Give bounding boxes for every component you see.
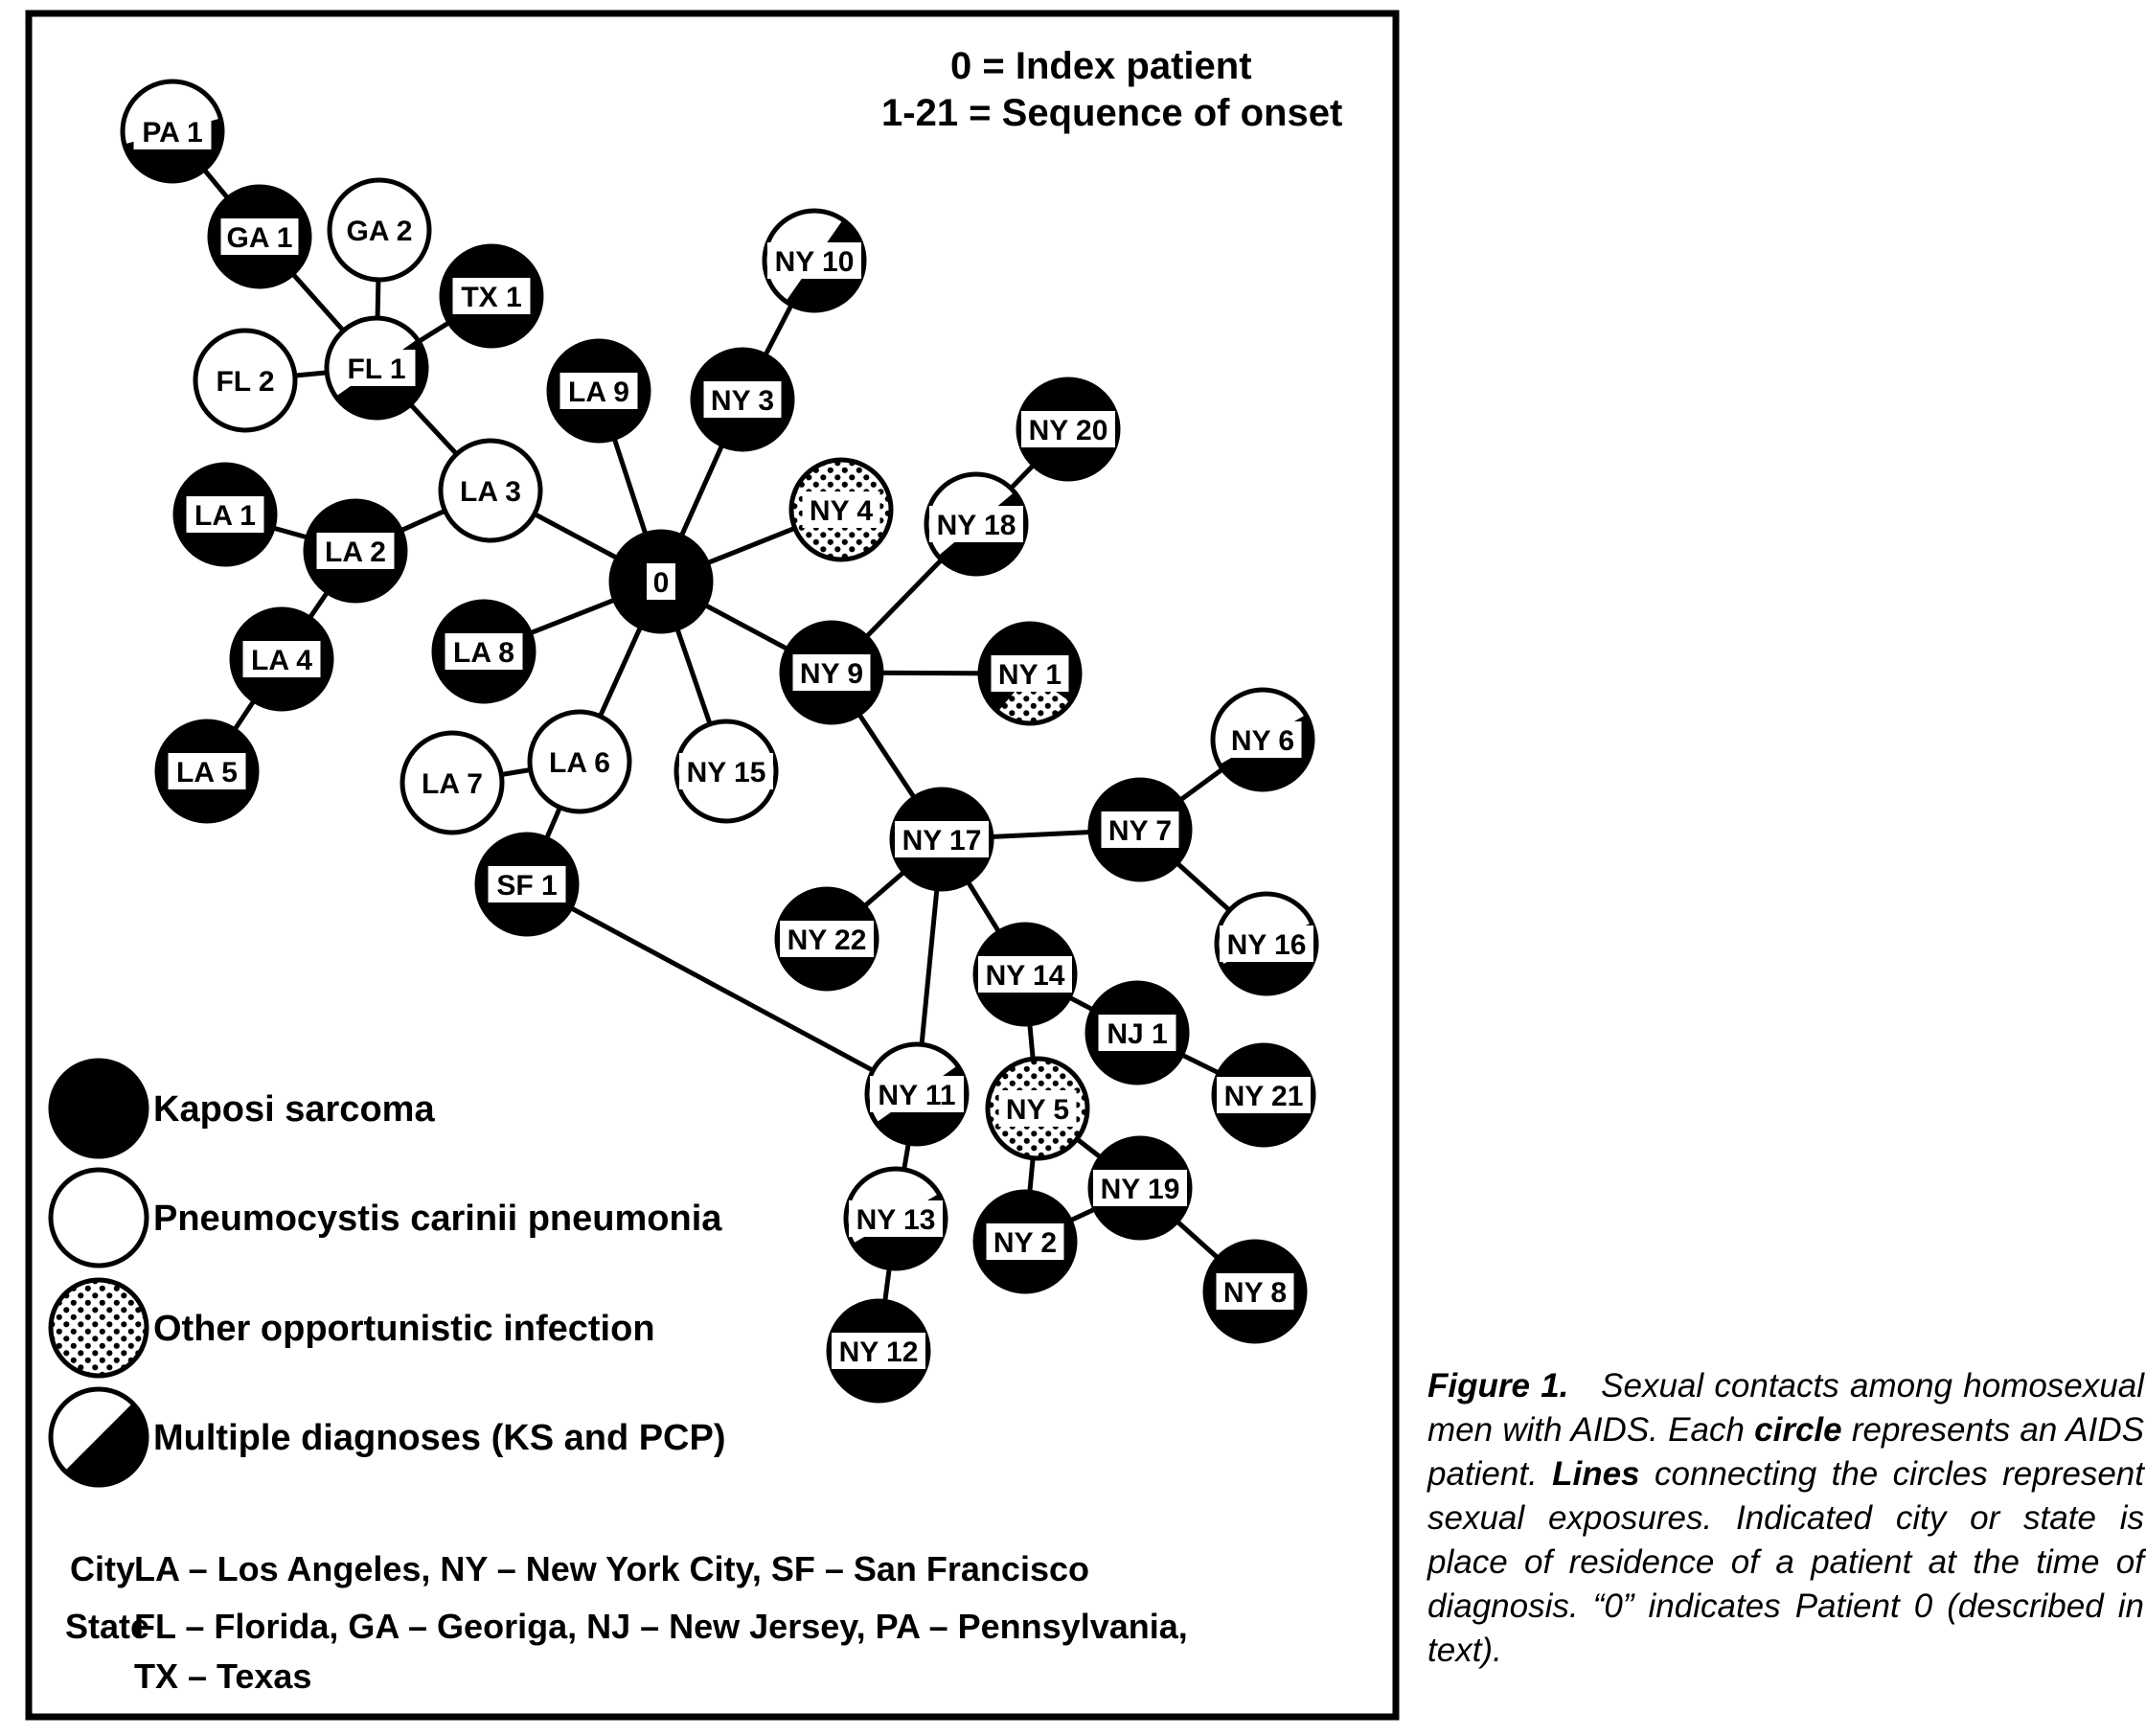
- node-label: NY 2: [993, 1227, 1058, 1259]
- node-label: NY 14: [985, 960, 1065, 992]
- patient-node-ny-3: [693, 350, 792, 449]
- node-label: NY 6: [1230, 725, 1295, 757]
- node-label: NJ 1: [1107, 1018, 1168, 1050]
- patient-node-ny-20: [1018, 379, 1118, 479]
- patient-node-ny-22: [777, 889, 877, 989]
- patient-node-ga-2: [330, 180, 429, 280]
- figure-caption: Figure 1. Sexual contacts among homosexual men with AIDS. Each circle represents an AIDS patient. Lines connecting the circles represent sexual exposures. Indicated city or state is place of residence of a patient at the time of diagnosis. “0” indicates Patient 0 (described in text).: [1427, 1367, 2144, 1669]
- node-label: TX 1: [461, 282, 522, 313]
- node-label: LA 6: [549, 747, 610, 779]
- patient-node-la-7: [402, 733, 502, 833]
- patient-node-tx-1: [442, 246, 541, 346]
- abbr-state-label: State: [65, 1607, 150, 1646]
- node-label: LA 8: [453, 637, 514, 669]
- node-label: NY 13: [856, 1204, 936, 1236]
- legend-label: Kaposi sarcoma: [153, 1089, 435, 1130]
- patient-node-ny-5: [988, 1059, 1087, 1158]
- node-label: NY 10: [774, 246, 855, 278]
- patient-node-ny-15: [676, 721, 776, 821]
- patient-node-la-2: [306, 501, 405, 601]
- node-label: NY 15: [686, 757, 766, 788]
- node-label: NY 12: [838, 1336, 919, 1368]
- legend-label: Multiple diagnoses (KS and PCP): [153, 1418, 726, 1458]
- node-label: NY 22: [787, 925, 867, 956]
- patient-node-la-6: [530, 712, 629, 811]
- patient-node-fl-2: [195, 331, 295, 430]
- patient-node-la-9: [549, 341, 649, 441]
- patient-node-la-4: [232, 609, 331, 709]
- legend-item-solid: [51, 1061, 435, 1156]
- node-label: GA 2: [346, 216, 413, 247]
- patient-node-la-3: [441, 441, 540, 540]
- patient-node-ny-12: [829, 1301, 928, 1401]
- patient-node-ga-1: [210, 187, 309, 286]
- patient-node-la-1: [175, 465, 275, 564]
- legend: [51, 1061, 726, 1505]
- legend-item-open: [51, 1170, 722, 1266]
- node-label: LA 3: [460, 476, 521, 508]
- patient-node-ny-13: [846, 1169, 964, 1287]
- header-index-patient: 0 = Index patient: [950, 45, 1252, 87]
- patient-node-ny-16: [1217, 894, 1333, 1010]
- node-label: NY 21: [1223, 1081, 1304, 1112]
- node-label: FL 1: [347, 354, 406, 385]
- node-label: NY 18: [936, 510, 1016, 541]
- node-label: NY 5: [1005, 1094, 1070, 1126]
- node-label: NY 7: [1107, 815, 1173, 847]
- node-label: LA 4: [251, 645, 312, 676]
- abbr-state-line1: FL – Florida, GA – Georiga, NJ – New Jersey, PA – Pennsylvania,: [134, 1607, 1188, 1646]
- patient-node-ny-2: [975, 1192, 1075, 1291]
- node-label: SF 1: [496, 870, 558, 902]
- patient-node-sf-1: [477, 834, 577, 934]
- patient-node-ny-6: [1213, 690, 1331, 808]
- patient-node-ny-21: [1214, 1045, 1313, 1145]
- node-label: NY 9: [799, 658, 864, 690]
- patient-node-ny-18: [926, 474, 1046, 594]
- node-label: NY 1: [997, 659, 1062, 691]
- node-label: NY 4: [809, 495, 874, 527]
- patient-node-ny-7: [1090, 780, 1190, 879]
- patient-node-ny-10: [765, 211, 883, 330]
- patient-node-pa-1: [123, 81, 234, 193]
- abbr-state-line2: TX – Texas: [134, 1656, 312, 1696]
- patient-node-ny-11: [867, 1044, 986, 1163]
- patient-node-la-5: [157, 721, 257, 821]
- patient-node-ny-17: [892, 789, 992, 889]
- patient-node-la-8: [434, 602, 534, 701]
- node-label: NY 3: [710, 385, 775, 417]
- node-label: NY 8: [1222, 1277, 1288, 1309]
- legend-label: Other opportunistic infection: [153, 1309, 655, 1349]
- patient-node-ny-4: [791, 460, 891, 560]
- legend-item-multi: [51, 1389, 726, 1505]
- node-label: LA 2: [325, 537, 386, 568]
- node-label: LA 5: [176, 757, 238, 788]
- patient-node-ny-1: [980, 624, 1080, 723]
- node-label: NY 20: [1028, 415, 1108, 446]
- node-label: NY 16: [1226, 929, 1307, 961]
- node-label: LA 7: [422, 768, 483, 800]
- node-label: NY 11: [878, 1080, 956, 1111]
- node-label: FL 2: [216, 366, 275, 398]
- legend-label: Pneumocystis carinii pneumonia: [153, 1199, 722, 1239]
- patient-node-nj-1: [1087, 983, 1187, 1083]
- node-label: NY 19: [1100, 1174, 1180, 1205]
- node-label: LA 9: [568, 377, 629, 408]
- node-label: NY 17: [902, 825, 982, 857]
- legend-item-stipple: [51, 1280, 655, 1376]
- patient-node-0: [611, 532, 711, 631]
- node-label: LA 1: [194, 500, 256, 532]
- patient-node-ny-8: [1205, 1242, 1305, 1341]
- abbr-city-label: City: [70, 1549, 136, 1588]
- patient-node-ny-14: [975, 925, 1075, 1024]
- header-sequence-of-onset: 1-21 = Sequence of onset: [881, 92, 1343, 134]
- node-label: GA 1: [226, 222, 293, 254]
- patient-node-ny-9: [782, 623, 881, 722]
- node-label: 0: [652, 567, 670, 599]
- abbr-city-text: LA – Los Angeles, NY – New York City, SF – San Francisco: [134, 1549, 1089, 1588]
- node-label: PA 1: [142, 117, 203, 148]
- patient-node-ny-19: [1090, 1138, 1190, 1238]
